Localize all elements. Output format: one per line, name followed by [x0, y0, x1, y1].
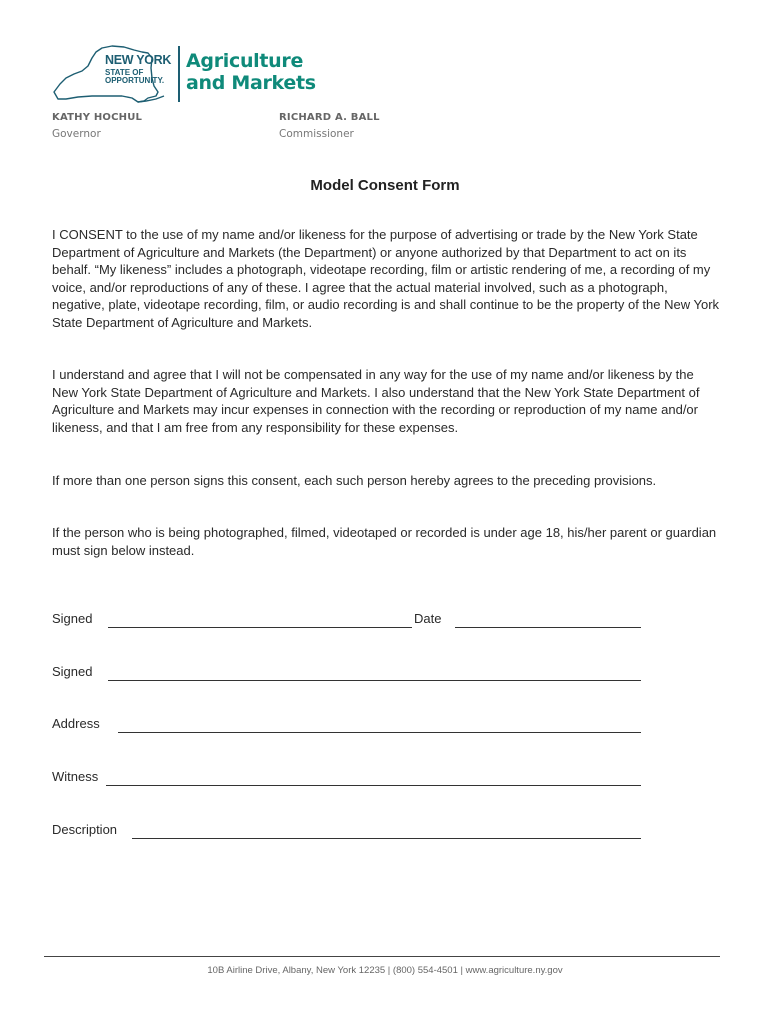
- signed-label: Signed: [52, 611, 93, 626]
- multiple-signers-paragraph: If more than one person signs this consent, each such person hereby agrees to the preceding provisions.: [52, 473, 657, 488]
- ny-logo-line-1: NEW YORK: [105, 53, 172, 67]
- date-line[interactable]: [455, 627, 641, 628]
- governor-block: [52, 112, 142, 140]
- consent-paragraph: I CONSENT to the use of my name and/or likeness for the purpose of advertising or trade by the New York State Department of Agriculture and Markets (the Department) or anyone authorized by that Department to act on its behalf. “My likeness” includes a photograph, videotape recording, film or artistic rendering of me, a recording of my voice, and/or reproductions of any of these. I agree that the actual material involved, such as a photograph, negative, plate, videotape recording, film, or audio recording is and shall continue to be the property of the New York State Department of Agriculture and Markets.: [52, 227, 720, 330]
- signed-label-2: Signed: [52, 664, 93, 679]
- agency-name: [186, 50, 316, 94]
- witness-line[interactable]: [106, 785, 641, 786]
- governor-name: KATHY HOCHUL: [52, 112, 143, 123]
- governor-title: Governor: [52, 128, 101, 140]
- agency-logo: [52, 44, 322, 104]
- signature-line-1[interactable]: [108, 627, 412, 628]
- date-label: Date: [414, 611, 442, 626]
- commissioner-title: Commissioner: [279, 128, 354, 140]
- agency-name-line-2: and Markets: [186, 72, 316, 94]
- description-line[interactable]: [132, 838, 641, 839]
- minor-paragraph: If the person who is being photographed, filmed, videotaped or recorded is under age 18, his/her parent or guardian must sign below instead.: [52, 525, 717, 558]
- witness-label: Witness: [52, 769, 99, 784]
- address-line[interactable]: [118, 732, 641, 733]
- logo-divider: [178, 46, 180, 102]
- agency-name-line-1: Agriculture: [186, 50, 304, 72]
- document-title: Model Consent Form: [310, 177, 460, 194]
- ny-logo-text: [105, 54, 171, 85]
- footer-contact: 10B Airline Drive, Albany, New York 12235 | (800) 554-4501 | www.agriculture.ny.gov: [207, 965, 563, 976]
- ny-logo-line-3: OPPORTUNITY.: [105, 75, 165, 85]
- compensation-paragraph: I understand and agree that I will not be compensated in any way for the use of my name and/or likeness by the New York State Department of Agriculture and Markets. I also understand that the New York State Department of Agriculture and Markets may incur expenses in connection with the recording or reproduction of my name and/or likeness, and that I am free from any responsibility for these expenses.: [52, 367, 700, 435]
- signature-line-2[interactable]: [108, 680, 641, 681]
- footer-divider: [44, 956, 720, 957]
- commissioner-name: RICHARD A. BALL: [279, 112, 380, 123]
- description-label: Description: [52, 822, 118, 837]
- address-label: Address: [52, 716, 100, 731]
- commissioner-block: [279, 112, 380, 140]
- ny-logo-line-2: STATE OF: [105, 67, 144, 77]
